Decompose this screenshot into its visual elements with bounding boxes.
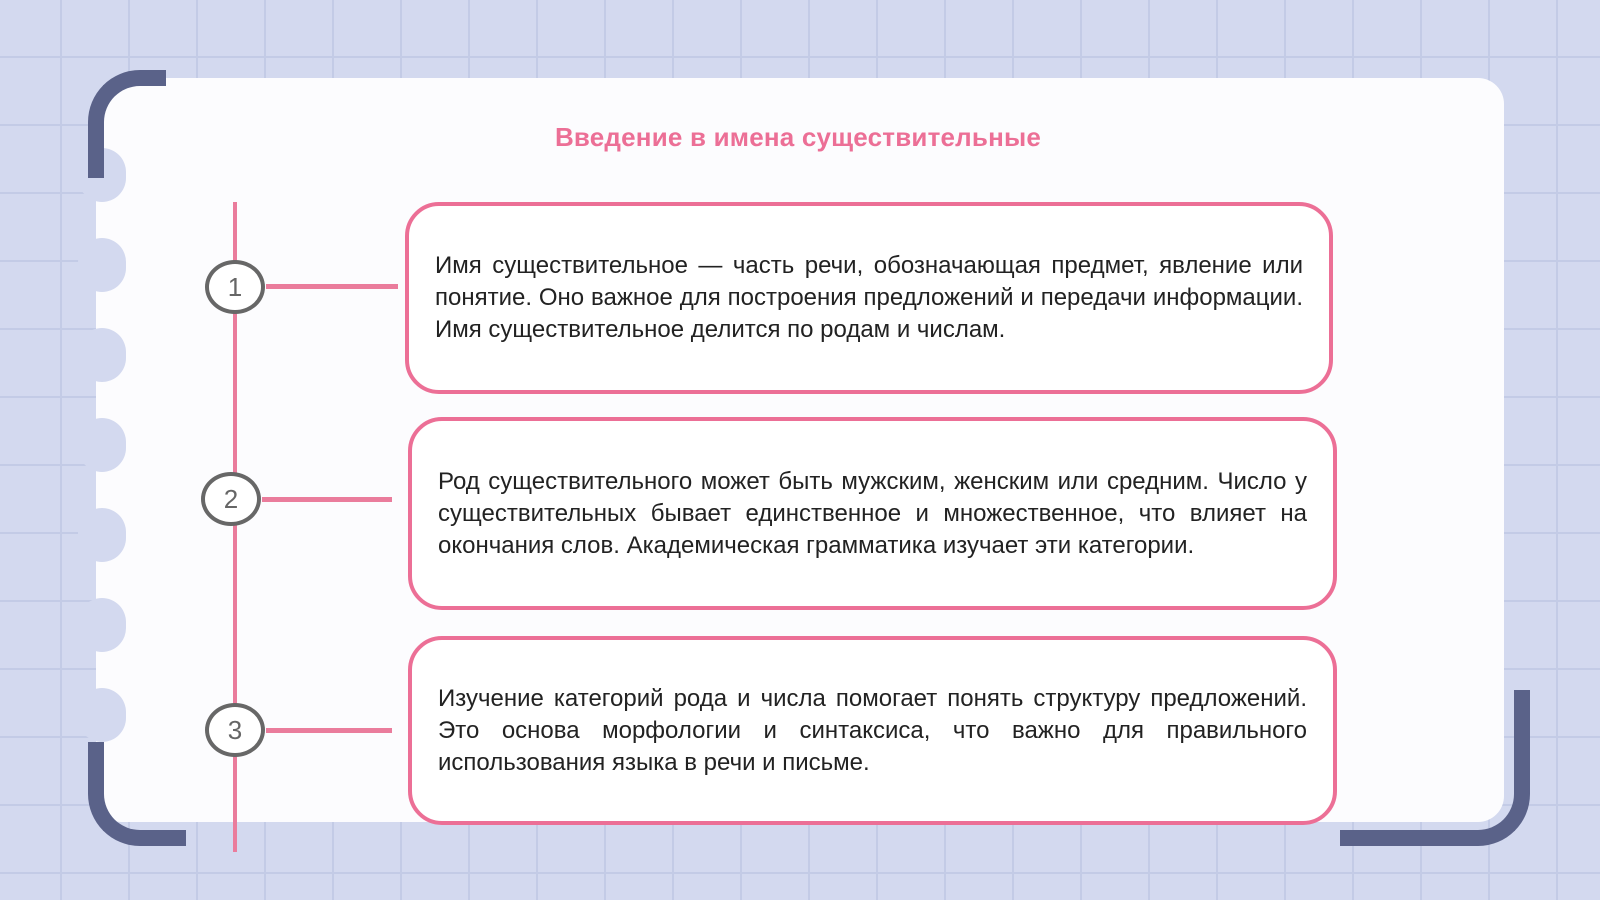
step-text: Изучение категорий рода и числа помогает понять структуру предложений. Это основа морфологии и синтаксиса, что важно для правильного использования языка в речи и письме. bbox=[438, 684, 1307, 776]
frame-corner-bottom-right bbox=[1340, 690, 1530, 846]
timeline-connector bbox=[262, 497, 392, 502]
paper-notch bbox=[78, 508, 126, 562]
step-card bbox=[408, 636, 1337, 825]
step-number-badge bbox=[205, 703, 265, 757]
step-number: 3 bbox=[227, 714, 243, 745]
frame-corner-bottom-left bbox=[88, 742, 186, 846]
step-number: 2 bbox=[223, 483, 239, 514]
timeline-connector bbox=[266, 728, 392, 733]
step-number-badge bbox=[201, 472, 261, 526]
step-text: Имя существительное — часть речи, обозначающая предмет, явление или понятие. Оно важное для построения предложений и передачи информации. Имя существительное делится по родам и числам. bbox=[435, 252, 1303, 343]
step-number-badge bbox=[205, 260, 265, 314]
paper-notch bbox=[78, 328, 126, 382]
paper-notch bbox=[78, 238, 126, 292]
paper-notch bbox=[78, 688, 126, 742]
step-card bbox=[405, 202, 1333, 394]
step-text: Род существительного может быть мужским, женским или средним. Число у существительных бывает единственное и множественное, что влияет на окончания слов. Академическая грамматика изучает эти категории. bbox=[438, 467, 1307, 559]
step-number: 1 bbox=[227, 271, 243, 302]
timeline-connector bbox=[266, 284, 398, 289]
paper-notch bbox=[78, 598, 126, 652]
page-title: Введение в имена существительные bbox=[554, 122, 1042, 152]
paper-notch bbox=[78, 418, 126, 472]
step-card bbox=[408, 417, 1337, 610]
